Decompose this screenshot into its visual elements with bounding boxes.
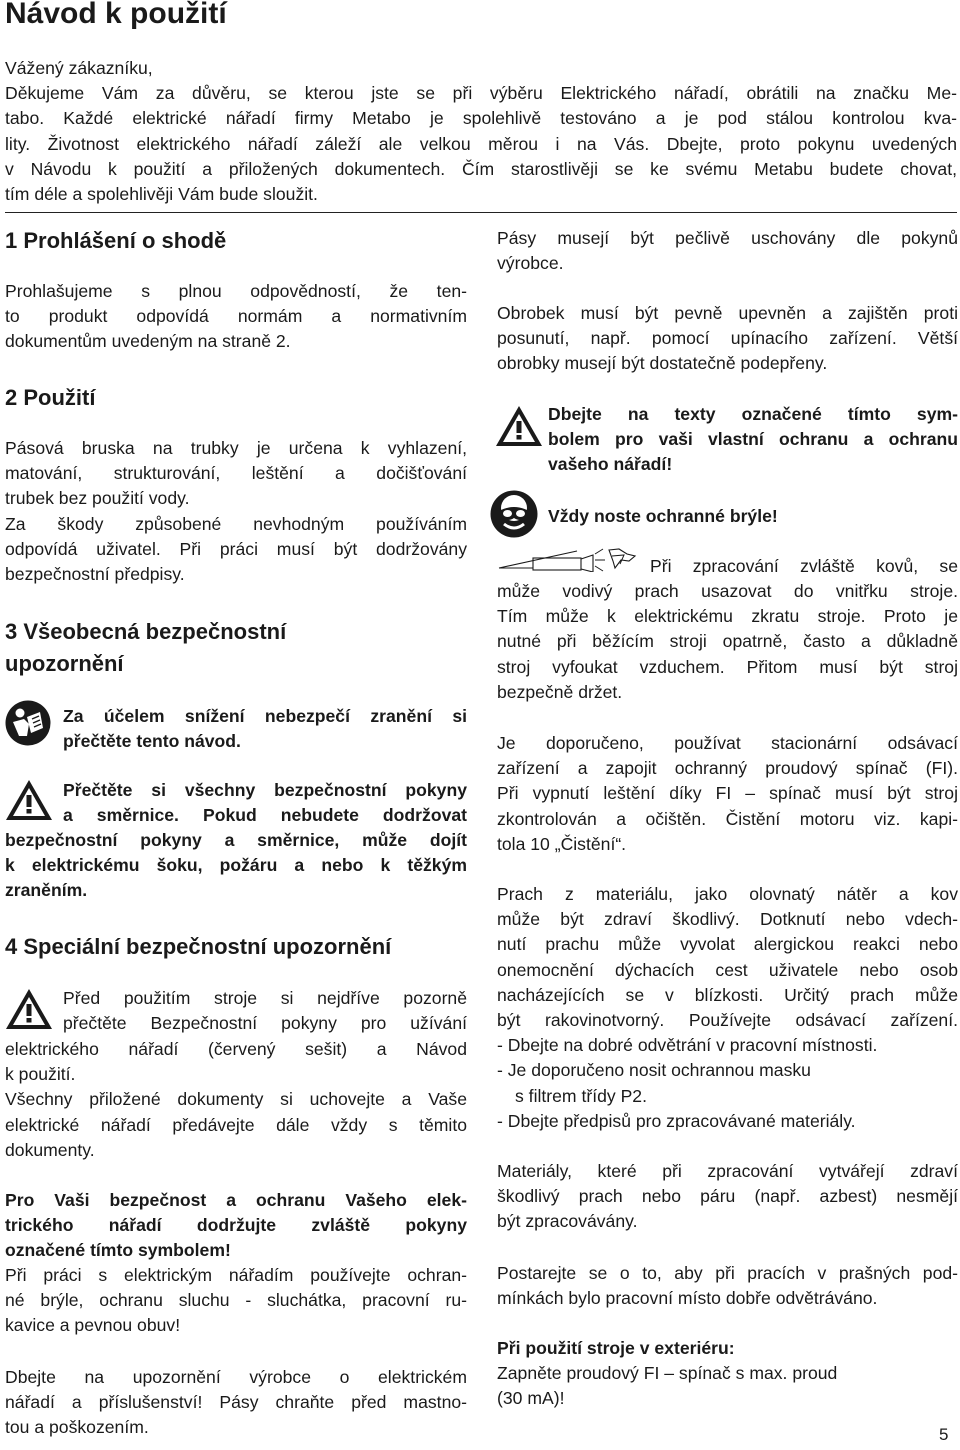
intro-section — [5, 56, 957, 207]
text-line: být rakovinotvorný. Používejte odsávací zařízení. — [497, 1010, 958, 1031]
text-line: Prach z materiálu, jako olovnatý nátěr a kov — [497, 884, 958, 904]
dust-paragraph — [497, 882, 958, 1134]
text-line: odpovídá uživatel. Při práci musí být dodržovány — [5, 538, 467, 559]
text-line: Postarejte se o to, aby při pracích v prašných pod- — [497, 1263, 958, 1283]
text-line: může vodivý prach usazovat do vnitřku stroje. — [497, 581, 958, 601]
text-line: Tím může k elektrickému zkratu stroje. Proto je — [497, 606, 958, 627]
metal-dust-paragraph — [497, 579, 958, 705]
text-line: Za účelem snížení nebezpečí zranění si — [63, 706, 467, 726]
special-warning-text — [63, 986, 467, 1036]
manufacturer-paragraph — [5, 1365, 467, 1441]
text-line: nářadí a příslušenství! Pásy chraňte před mastno- — [5, 1392, 467, 1413]
exterior-heading: Při použití stroje v exteriéru: — [497, 1338, 735, 1358]
text-line: Materiály, které při zpracování vytvářejí zdraví — [497, 1161, 958, 1181]
text-line: vašeho nářadí! — [548, 454, 673, 475]
left-column — [5, 225, 467, 257]
special-warning-text-cont — [5, 1037, 467, 1163]
text-line: Vždy noste ochranné brýle! — [548, 506, 778, 526]
list-item: - Dbejte předpisů pro zpracovávané materiály. — [497, 1110, 856, 1131]
text-line: Obrobek musí být pevně upevněn a zajištěn proti — [497, 303, 958, 323]
text-line: onemocnění dýchacích cest uživatele nebo osob — [497, 959, 958, 980]
text-line: (30 mA)! — [497, 1388, 565, 1409]
text-line: bolem pro vaši vlastní ochranu a ochranu — [548, 429, 958, 450]
section-1-body — [5, 279, 467, 355]
fi-switch-paragraph — [497, 731, 958, 857]
text-line: Pásy musejí být pečlivě uschovány dle pokynů — [497, 228, 958, 248]
text-line: zraněním. — [5, 880, 88, 901]
page-title: Návod k použití — [5, 0, 227, 30]
warning-triangle-icon — [5, 988, 53, 1030]
text-line: k použití. — [5, 1064, 76, 1085]
compressed-air-icon — [497, 546, 637, 572]
text-line: být zpracovávány. — [497, 1211, 638, 1232]
text-line: to produkt odpovídá normám a normativním — [5, 306, 467, 327]
intro-line: tím déle a spolehlivěji Vám bude sloužit. — [5, 184, 318, 205]
text-line: nutí prachu může vyvolat alergickou reakci nebo — [497, 934, 958, 955]
text-line: dokumenty. — [5, 1139, 95, 1160]
materials-paragraph — [497, 1159, 958, 1235]
text-line: Pro Vaši bezpečnost a ochranu Vašeho elek- — [5, 1190, 467, 1210]
intro-line: tabo. Každé elektrické nářadí firmy Metabo je spolehlivě testováno a je pod stálou kontrolou kva- — [5, 108, 957, 129]
text-line: bezpečně držet. — [497, 681, 623, 702]
section-1-heading: 1 Prohlášení o shodě — [5, 228, 227, 253]
text-line: Prohlašujeme s plnou odpovědností, že ten- — [5, 281, 467, 301]
section-3-heading-line: upozornění — [5, 651, 124, 676]
read-manual-text — [63, 704, 467, 754]
text-line: obrobky musejí být dostatečně podepřeny. — [497, 353, 828, 374]
section-2-heading: 2 Použití — [5, 385, 96, 410]
metal-first-line — [650, 554, 958, 579]
text-line: Při zpracování zvláště kovů, se — [650, 556, 958, 576]
text-line: Je doporučeno, používat stacionární odsávací — [497, 733, 958, 753]
text-line: bezpečnostní pokyny a směrnice, může dojít — [5, 830, 467, 850]
intro-line: Děkujeme Vám za důvěru, se kterou jste se při výběru Elektrického nářadí, obrátili na značku Me- — [5, 83, 957, 104]
text-line: Za škody způsobené nevhodným používáním — [5, 513, 467, 534]
read-manual-icon — [5, 700, 51, 746]
text-line: matování, strukturování, leštění a dočišťování — [5, 463, 467, 484]
text-line: tou a poškozením. — [5, 1417, 149, 1438]
list-item-continuation: s filtrem třídy P2. — [515, 1085, 647, 1106]
text-line: přečtěte tento návod. — [63, 731, 241, 752]
text-line: stroj vyfoukat vzduchem. Přitom musí být stroj — [497, 656, 958, 677]
text-line: elektrické nářadí předávejte dále vždy s těmito — [5, 1114, 467, 1135]
intro-greeting: Vážený zákazníku, — [5, 58, 153, 78]
ppe-paragraph — [5, 1263, 467, 1339]
text-line: Při vypnutí leštění díky FI – spínač musí být stroj — [497, 783, 958, 804]
intro-line: lity. Životnost elektrického nářadí záleží ale velkou měrou i na Vás. Dbejte, proto pokynu uvedených — [5, 133, 957, 154]
section-3-heading — [5, 616, 467, 680]
text-line: Dbejte na upozornění výrobce o elektrickém — [5, 1367, 467, 1387]
symbol-warning-text — [548, 402, 958, 478]
text-line: Všechny přiložené dokumenty si uchovejte a Vaše — [5, 1089, 467, 1110]
warning-triangle-icon — [495, 405, 543, 447]
text-line: tola 10 „Čistění“. — [497, 833, 627, 854]
belts-paragraph — [497, 226, 958, 276]
text-line: k elektrickému šoku, požáru a nebo k těžkým — [5, 855, 467, 876]
text-line: zkontrolován a očištěn. Čistění motoru viz. kapi- — [497, 808, 958, 829]
exterior-section — [497, 1336, 958, 1412]
text-line: né brýle, ochranu sluchu - sluchátka, pracovní ru- — [5, 1290, 467, 1311]
divider — [5, 212, 957, 213]
text-line: bezpečnostní předpisy. — [5, 564, 185, 585]
text-line: Před použitím stroje si nejdříve pozorně — [63, 988, 467, 1008]
text-line: označené tímto symbolem! — [5, 1240, 231, 1261]
page-number: 5 — [939, 1425, 949, 1444]
text-line: Při práci s elektrickým nářadím používejte ochran- — [5, 1265, 467, 1285]
workpiece-paragraph — [497, 301, 958, 377]
safety-goggles-icon — [490, 490, 538, 538]
text-line: posunutí, např. pomocí upínacího zařízení. Větší — [497, 328, 958, 349]
warning-triangle-icon — [5, 779, 53, 821]
text-line: a směrnice. Pokud nebudete dodržovat — [63, 805, 467, 826]
goggles-text — [548, 504, 958, 529]
list-item: - Dbejte na dobré odvětrání v pracovní místnosti. — [497, 1035, 878, 1056]
general-warning-text-cont — [5, 828, 467, 904]
text-line: Přečtěte si všechny bezpečnostní pokyny — [63, 780, 467, 800]
text-line: výrobce. — [497, 253, 564, 274]
text-line: mínkách bylo pracovní místo dobře odvětráváno. — [497, 1288, 878, 1309]
text-line: přečtěte Bezpečnostní pokyny pro užívání — [63, 1013, 467, 1034]
text-line: nacházejících se v blízkosti. Určitý prach může — [497, 984, 958, 1005]
safety-bold-paragraph — [5, 1188, 467, 1264]
text-line: Dbejte na texty označené tímto sym- — [548, 404, 958, 424]
text-line: trubek bez použití vody. — [5, 488, 190, 509]
text-line: trického nářadí dodržujte zvláště pokyny — [5, 1215, 467, 1236]
text-line: dokumentům uvedeným na straně 2. — [5, 331, 291, 352]
text-line: elektrického nářadí (červený sešit) a Návod — [5, 1039, 467, 1059]
ventilation-paragraph — [497, 1261, 958, 1311]
text-line: zařízení a zapojit ochranný proudový spínač (FI). — [497, 758, 958, 779]
text-line: Pásová bruska na trubky je určena k vyhlazení, — [5, 438, 467, 458]
intro-line: v Návodu k použití a přiložených dokumentech. Čím starostlivěji se ke svému Metabu budete chovat, — [5, 158, 957, 179]
general-warning-text — [63, 778, 467, 828]
section-4-heading: 4 Speciální bezpečnostní upozornění — [5, 934, 392, 959]
text-line: škodlivý prach nebo páru (např. azbest) nesmějí — [497, 1186, 958, 1207]
section-2-body — [5, 436, 467, 587]
section-3-heading-line: 3 Všeobecná bezpečnostní — [5, 619, 287, 644]
text-line: může být zdraví škodlivý. Dotknutí nebo vdech- — [497, 909, 958, 930]
text-line: Zapněte proudový FI – spínač s max. proud — [497, 1363, 838, 1384]
list-item: - Je doporučeno nosit ochrannou masku — [497, 1060, 811, 1081]
text-line: nutné při běžícím stroji opatrně, často a důkladně — [497, 631, 958, 652]
text-line: kavice a pevnou obuv! — [5, 1315, 181, 1336]
